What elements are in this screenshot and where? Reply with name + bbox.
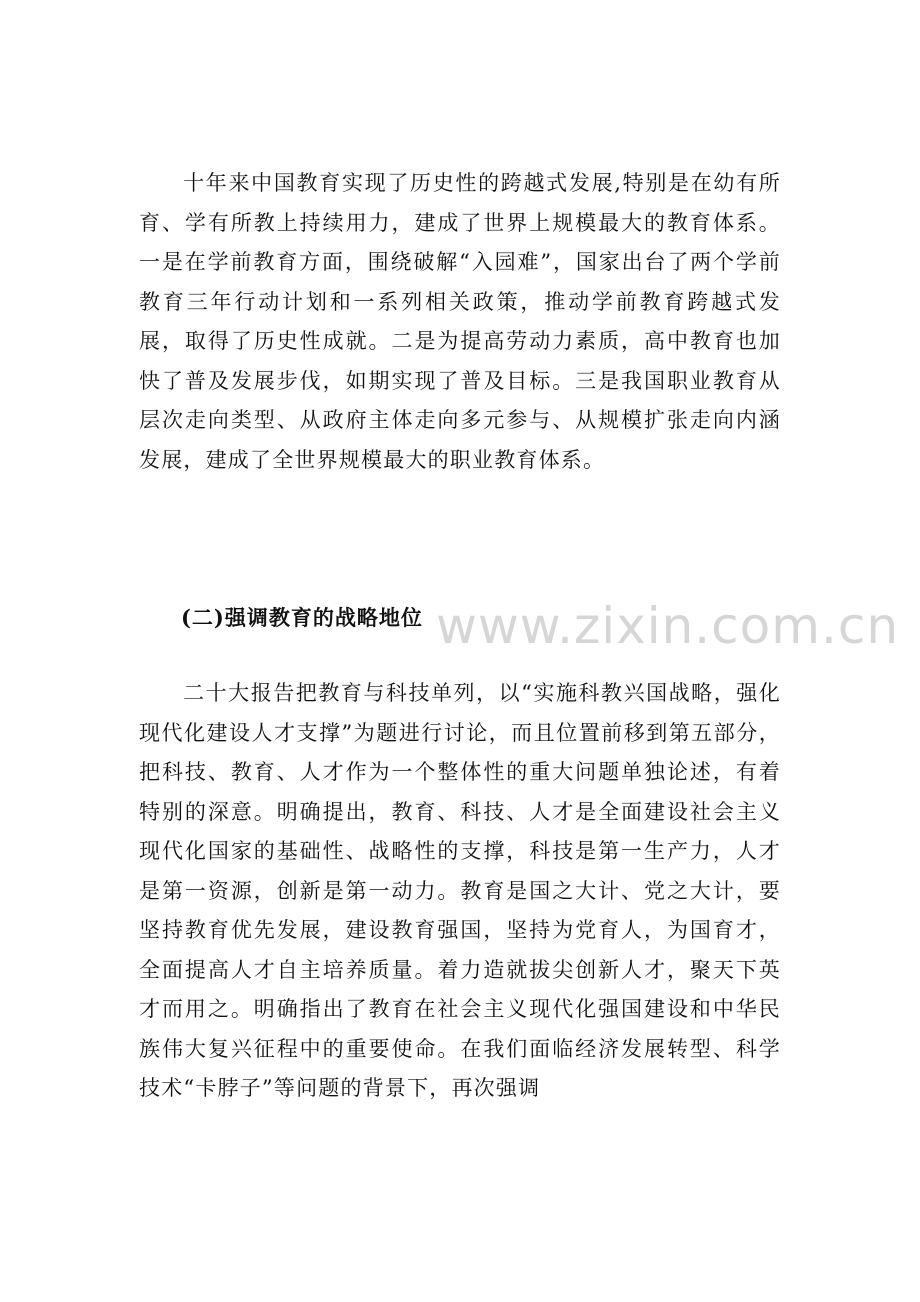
body-paragraph-1: 十年来中国教育实现了历史性的跨越式发展,特别是在幼有所育、学有所教上持续用力，建成了世界上规模最大的教育体系。一是在学前教育方面，围绕破解“入园难”，国家出台了两个学前教育三年行动计划和一系列相关政策，推动学前教育跨越式发展，取得了历史性成就。二是为提高劳动力素质，高中教育也加快了普及发展步伐，如期实现了普及目标。三是我国职业教育从层次走向类型、从政府主体走向多元参与、从规模扩张走向内涵发展，建成了全世界规模最大的职业教育体系。 bbox=[139, 171, 781, 472]
section-heading: (二)强调教育的战略地位 bbox=[181, 605, 423, 630]
watermark-text: www.zixin.com.cn bbox=[436, 597, 900, 655]
body-paragraph-2: 二十大报告把教育与科技单列，以“实施科教兴国战略，强化现代化建设人才支撑”为题进行讨论，而且位置前移到第五部分，把科技、教育、人才作为一个整体性的重大问题单独论述，有着特别的深意。明确提出，教育、科技、人才是全面建设社会主义现代化国家的基础性、战略性的支撑，科技是第一生产力，人才是第一资源，创新是第一动力。教育是国之大计、党之大计，要坚持教育优先发展，建设教育强国，坚持为党育人，为国育才，全面提高人才自主培养质量。着力造就拔尖创新人才，聚天下英才而用之。明确指出了教育在社会主义现代化强国建设和中华民族伟大复兴征程中的重要使命。在我们面临经济发展转型、科学技术“卡脖子”等问题的背景下，再次强调 bbox=[139, 681, 781, 1100]
